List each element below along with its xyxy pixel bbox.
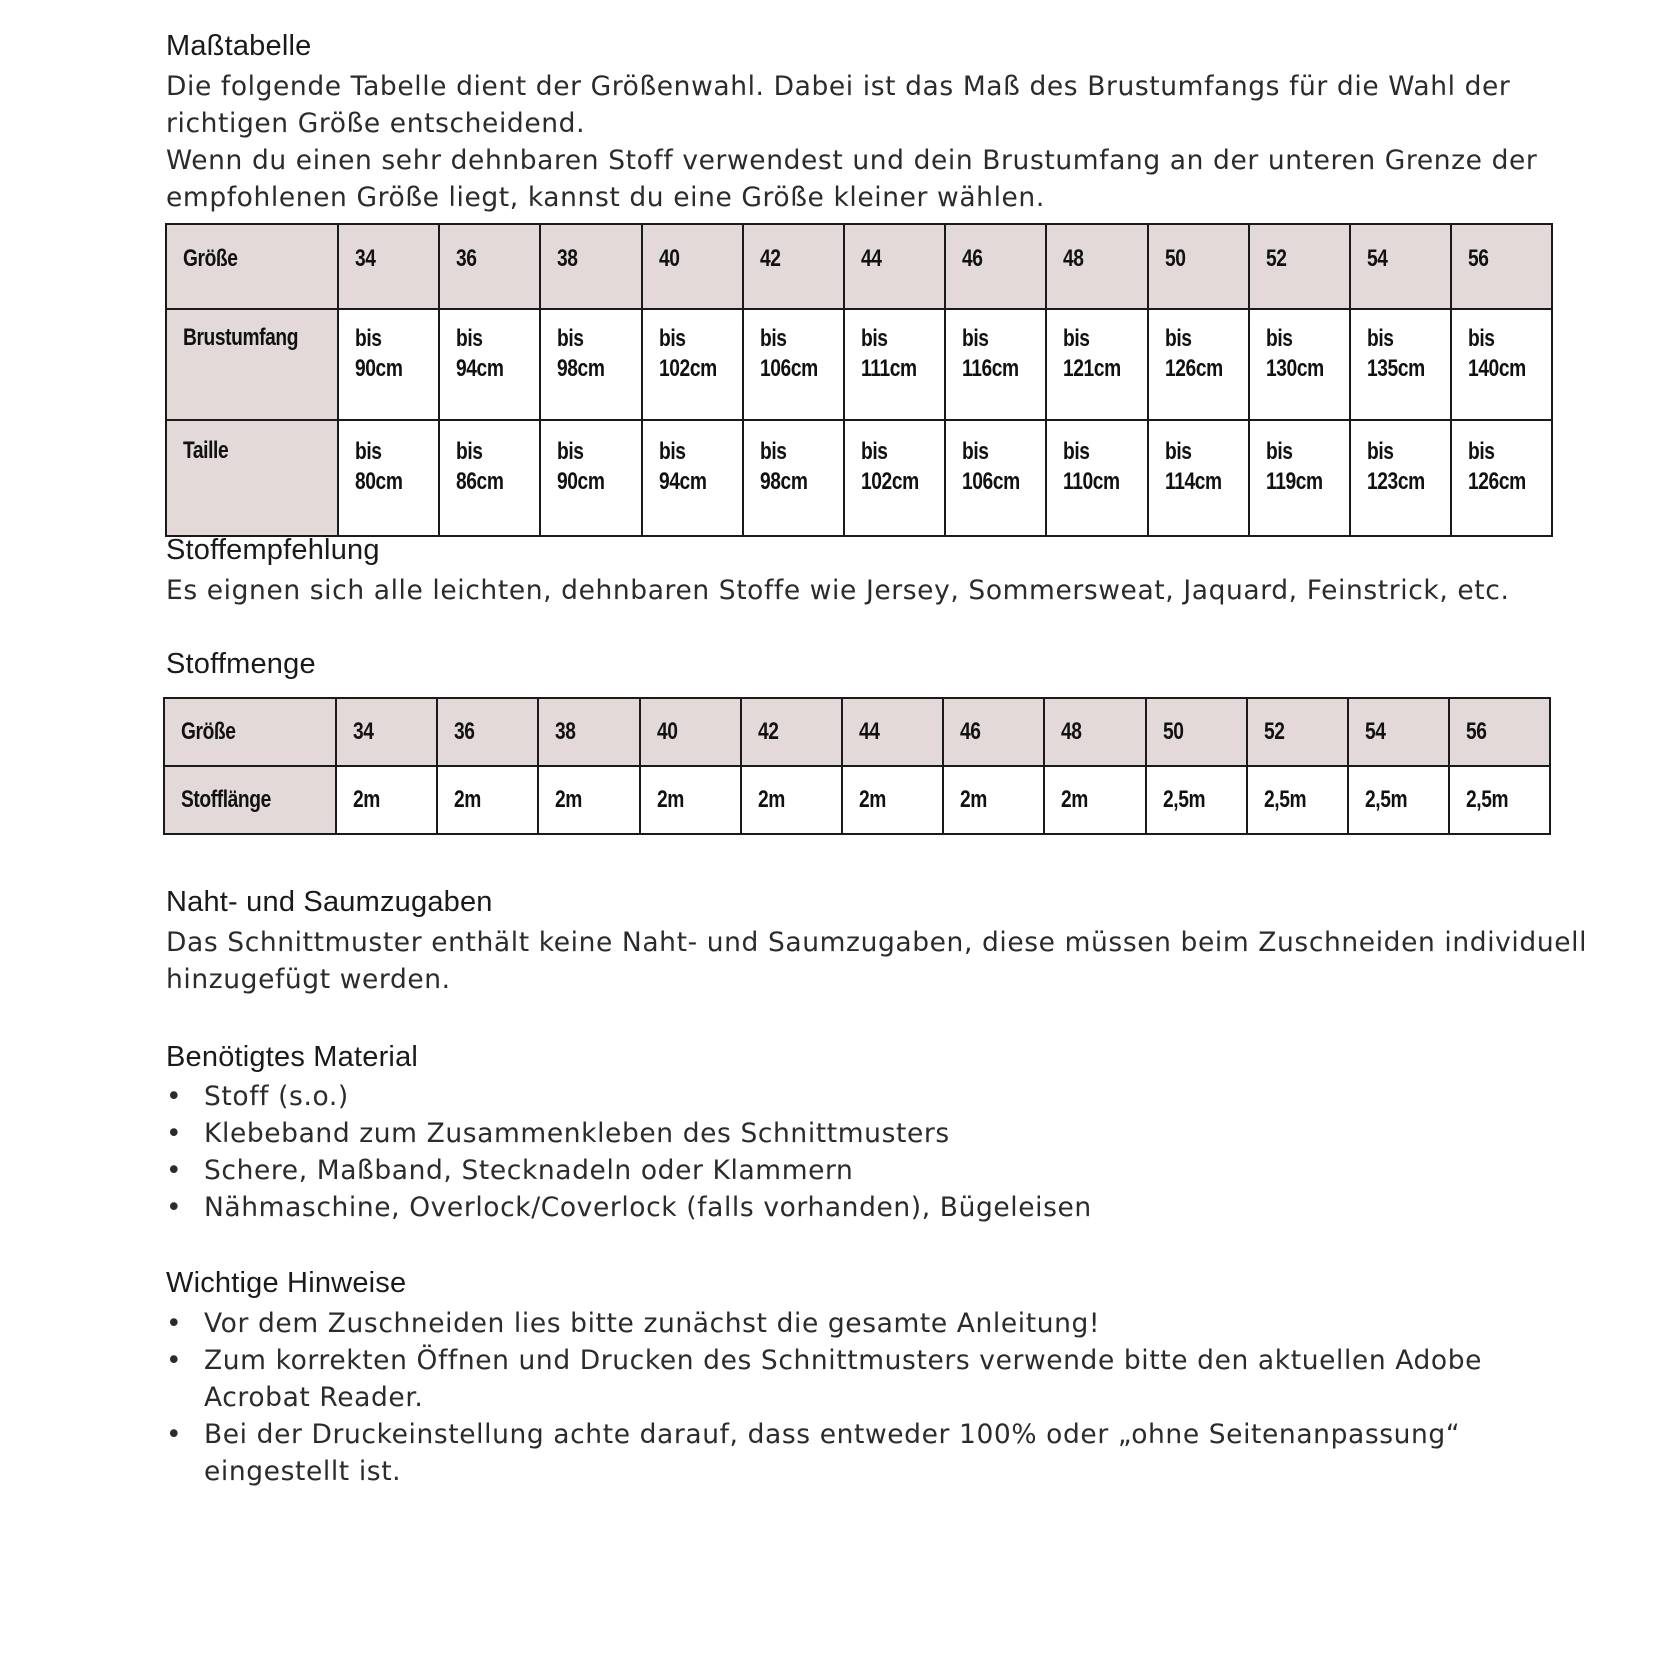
value-cell: bis 98cm [540,309,641,420]
heading-stoffmenge: Stoffmenge [166,648,316,680]
size-cell: 54 [1350,224,1451,309]
table-header-cell: Größe [164,698,336,766]
bullet-icon: • [166,1118,183,1149]
size-cell: 42 [741,698,842,766]
size-cell: 44 [844,224,945,309]
bullet-icon: • [166,1345,183,1376]
value-cell: bis 135cm [1350,309,1451,420]
list-item: • Stoff (s.o.) [166,1078,1092,1115]
fabric-amount-table [163,697,1551,835]
value-cell: 2m [741,766,842,834]
size-cell: 36 [439,224,540,309]
bullet-icon: • [166,1155,183,1186]
size-cell: 36 [437,698,538,766]
paragraph-line: empfohlenen Größe liegt, kannst du eine Größe kleiner wählen. [166,182,1045,213]
bullet-icon: • [166,1192,183,1223]
size-cell: 52 [1247,698,1348,766]
heading-hinweise: Wichtige Hinweise [166,1267,407,1299]
value-cell: bis 90cm [338,309,439,420]
size-cell: 50 [1146,698,1247,766]
size-cell: 56 [1449,698,1550,766]
size-cell: 34 [336,698,437,766]
size-cell: 46 [945,224,1046,309]
value-cell: bis 126cm [1451,420,1552,536]
heading-material: Benötigtes Material [166,1041,419,1073]
paragraph-stoffempfehlung [166,572,1510,609]
size-cell: 54 [1348,698,1449,766]
bullet-icon: • [166,1308,183,1339]
list-item: • Zum korrekten Öffnen und Drucken des Schnittmusters verwende bitte den aktuellen Adobe Acrobat Reader. [166,1342,1482,1416]
value-cell: 2m [640,766,741,834]
list-item: • Nähmaschine, Overlock/Coverlock (falls vorhanden), Bügeleisen [166,1189,1092,1226]
paragraph-line: Wenn du einen sehr dehnbaren Stoff verwendest und dein Brustumfang an der unteren Grenze der [166,145,1538,176]
value-cell: 2m [538,766,639,834]
size-cell: 38 [540,224,641,309]
size-cell: 40 [642,224,743,309]
table-header-row [164,698,1550,766]
size-cell: 46 [943,698,1044,766]
list-item: • Bei der Druckeinstellung achte darauf, dass entweder 100% oder „ohne Seitenanpassung“ eingestellt ist. [166,1416,1482,1490]
value-cell: bis 106cm [945,420,1046,536]
value-cell: bis 119cm [1249,420,1350,536]
row-label-cell: Stofflänge [164,766,336,834]
size-cell: 48 [1044,698,1145,766]
list-item: • Vor dem Zuschneiden lies bitte zunächst die gesamte Anleitung! [166,1305,1482,1342]
value-cell: bis 121cm [1046,309,1147,420]
value-cell: bis 126cm [1148,309,1249,420]
bullet-icon: • [166,1081,183,1112]
size-table [165,223,1553,537]
list-item: • Klebeband zum Zusammenkleben des Schnittmusters [166,1115,1092,1152]
size-cell: 50 [1148,224,1249,309]
value-cell: bis 102cm [844,420,945,536]
material-list [166,1078,1092,1226]
size-cell: 48 [1046,224,1147,309]
size-cell: 38 [538,698,639,766]
value-cell: bis 123cm [1350,420,1451,536]
heading-masstabelle: Maßtabelle [166,30,312,62]
size-cell: 42 [743,224,844,309]
table-row-brustumfang [166,309,1552,420]
value-cell: bis 90cm [540,420,641,536]
value-cell: bis 114cm [1148,420,1249,536]
heading-nahtzugaben: Naht- und Saumzugaben [166,886,493,918]
size-cell: 40 [640,698,741,766]
list-item: • Schere, Maßband, Stecknadeln oder Klammern [166,1152,1092,1189]
size-cell: 56 [1451,224,1552,309]
value-cell: bis 94cm [642,420,743,536]
paragraph-line: hinzugefügt werden. [166,964,451,995]
paragraph-line: Das Schnittmuster enthält keine Naht- und Saumzugaben, diese müssen beim Zuschneiden individuell [166,927,1588,958]
value-cell: 2m [336,766,437,834]
hinweise-list [166,1305,1482,1490]
value-cell: bis 94cm [439,309,540,420]
value-cell: bis 111cm [844,309,945,420]
table-row-stofflaenge [164,766,1550,834]
value-cell: 2m [437,766,538,834]
paragraph-line: richtigen Größe entscheidend. [166,108,586,139]
value-cell: 2m [943,766,1044,834]
heading-stoffempfehlung: Stoffempfehlung [166,534,380,566]
value-cell: 2,5m [1449,766,1550,834]
table-row-taille [166,420,1552,536]
size-cell: 34 [338,224,439,309]
value-cell: 2,5m [1348,766,1449,834]
table-header-cell: Größe [166,224,338,309]
value-cell: bis 140cm [1451,309,1552,420]
value-cell: bis 80cm [338,420,439,536]
row-label-cell: Taille [166,420,338,536]
paragraph-masstabelle [166,68,1537,216]
value-cell: bis 110cm [1046,420,1147,536]
value-cell: 2,5m [1247,766,1348,834]
value-cell: bis 130cm [1249,309,1350,420]
value-cell: 2m [842,766,943,834]
value-cell: bis 86cm [439,420,540,536]
size-cell: 52 [1249,224,1350,309]
value-cell: 2m [1044,766,1145,834]
size-cell: 44 [842,698,943,766]
paragraph-line: Die folgende Tabelle dient der Größenwahl. Dabei ist das Maß des Brustumfangs für die Wahl der [166,71,1511,102]
value-cell: bis 102cm [642,309,743,420]
value-cell: bis 116cm [945,309,1046,420]
bullet-icon: • [166,1419,183,1450]
row-label-cell: Brustumfang [166,309,338,420]
paragraph-line: Es eignen sich alle leichten, dehnbaren Stoffe wie Jersey, Sommersweat, Jaquard, Feinstrick, etc. [166,575,1510,606]
table-header-row [166,224,1552,309]
value-cell: 2,5m [1146,766,1247,834]
paragraph-nahtzugaben [166,924,1587,998]
value-cell: bis 98cm [743,420,844,536]
value-cell: bis 106cm [743,309,844,420]
